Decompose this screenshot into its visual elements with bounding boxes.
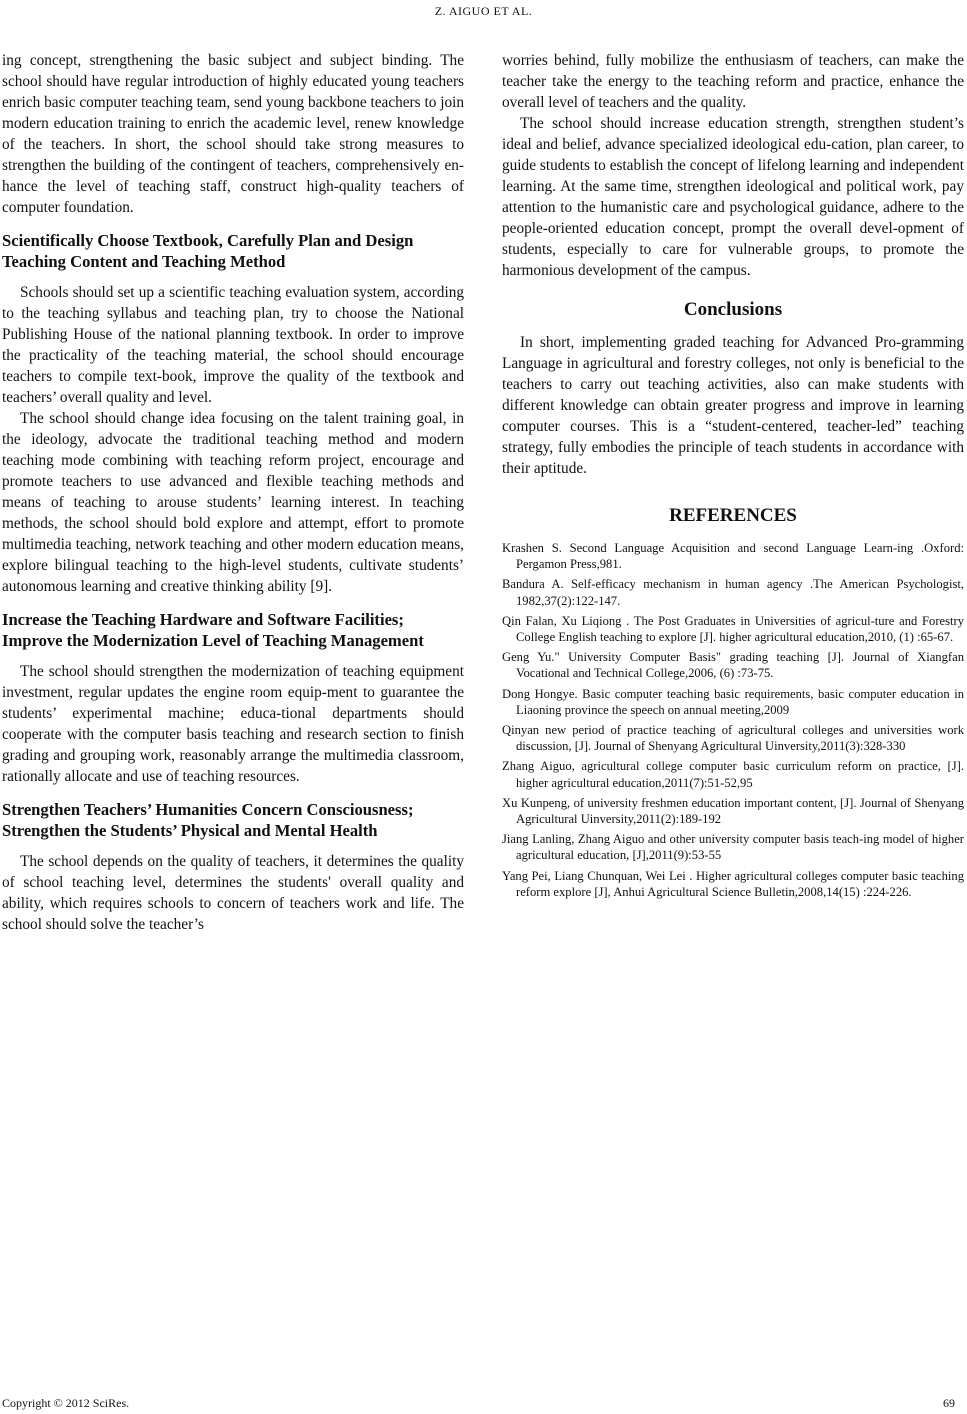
reference-item: Jiang Lanling, Zhang Aiguo and other university computer basis teach-ing model of higher agricultural education, [J],2011(9):53-55: [502, 832, 964, 863]
section-heading: Strengthen Teachers’ Humanities Concern Consciousness; Strengthen the Students’ Physical and Mental Health: [2, 800, 414, 840]
left-column: [2, 50, 464, 935]
reference-item: Dong Hongye. Basic computer teaching basic requirements, basic computer education in Liaoning province the speech on annual meeting,2009: [502, 686, 964, 717]
paragraph: Schools should set up a scientific teaching evaluation system, according to the teaching syllabus and teaching plan, try to choose the National Publishing House of the national planning textbook. In order to improve the practicality of the teaching material, the school should encourage teachers to compile text-book, improve the quality of the textbook and teachers’ overall quality and level.: [2, 284, 464, 406]
paragraph: The school depends on the quality of teachers, it determines the quality of school teaching level, determines the students' overall quality and ability, which requires schools to concern of teachers work and life. The school should solve the teacher’s: [2, 853, 464, 933]
running-header: Z. AIGUO ET AL.: [434, 4, 533, 18]
paragraph: The school should change idea focusing on the talent training goal, in the ideology, advocate the traditional teaching method and modern teaching mode combining with teaching reform project, encourage and promote teachers to use advanced and flexible teaching methods and means of teaching to arouse students’ learning interest. In teaching methods, the school should bold explore and attempt, effort to promote multimedia teaching, network teaching and other modern education means, explore bilingual teaching to the high-level students, cultivate students’ autonomous learning and creative thinking ability [9].: [2, 410, 464, 595]
page-number: 69: [943, 1396, 955, 1410]
conclusions-heading: Conclusions: [683, 299, 783, 320]
paragraph: The school should increase education strength, strengthen student’s ideal and belief, advance specialized ideological edu-cation, plan career, to guide students to establish the concept of lifelong learning and independent learning. At the same time, strengthen ideological and political work, pay attention to the humanistic care and psychological guidance, adhere to the people-oriented education concept, prompt the overall devel-opment of students, especially to care for vulnerable groups, to promote the harmonious development of the campus.: [502, 115, 964, 279]
reference-item: Qin Falan, Xu Liqiong . The Post Graduates in Universities of agricul-ture and Forestry College English teaching to explore [J]. higher agricultural education,2010, (1) :65-67.: [502, 613, 964, 645]
references-list: [502, 540, 964, 900]
section-heading: Scientifically Choose Textbook, Carefully Plan and Design Teaching Content and Teaching Method: [2, 231, 414, 271]
copyright-notice: Copyright © 2012 SciRes.: [2, 1396, 130, 1410]
paragraph: ing concept, strengthening the basic subject and subject binding. The school should have regular introduction of highly educated young teachers enrich basic computer teaching team, send young backbone teachers to join modern education training to enrich the academic level, renew knowledge of the teachers. In short, the school should take strong measures to strengthen the building of the contingent of teachers, comprehensively en-hance the level of teaching staff, construct high-quality teachers of computer foundation.: [2, 52, 464, 216]
paragraph: In short, implementing graded teaching for Advanced Pro-gramming Language in agricultural and forestry colleges, not only is beneficial to the teachers to carry out teaching activities, also can make students with different knowledge can obtain greater progress and improve in learning computer courses. This is a “student-centered, teacher-led” teaching strategy, fully embodies the principle of teach students in accordance with their aptitude.: [502, 334, 964, 477]
reference-item: Yang Pei, Liang Chunquan, Wei Lei . Higher agricultural colleges computer basic teaching reform explore [J], Anhui Agricultural Science Bulletin,2008,14(15) :224-226.: [502, 868, 964, 899]
references-heading: REFERENCES: [669, 505, 797, 526]
right-column: [502, 50, 964, 904]
reference-item: Geng Yu." University Computer Basis" grading teaching [J]. Journal of Xiangfan Vocational and Technical College,2006, (6) :73-75.: [502, 650, 964, 681]
paragraph: worries behind, fully mobilize the enthusiasm of teachers, can make the teacher take the energy to the teaching reform and practice, enhance the overall level of teachers and the quality.: [502, 52, 964, 111]
reference-item: Zhang Aiguo, agricultural college computer basic curriculum reform on practice, [J]. higher agricultural education,2011(7):51-52,95: [502, 759, 964, 790]
reference-item: Krashen S. Second Language Acquisition and second Language Learn-ing .Oxford: Pergamon Press,981.: [502, 541, 964, 572]
reference-item: Bandura A. Self-efficacy mechanism in human agency .The American Psychologist, 1982,37(2):122-147.: [502, 577, 964, 608]
paragraph: The school should strengthen the modernization of teaching equipment investment, regular updates the engine room equip-ment to guarantee the students’ experimental machine; educa-tional departments should cooperate with the computer basis teaching and research section to finish grading and grouping work, reasonably arrange the multimedia classroom, rationally allocate and use of teaching resources.: [2, 663, 464, 785]
reference-item: Qinyan new period of practice teaching of agricultural colleges and universities work discussion, [J]. Journal of Shenyang Agricultural Uinversity,2011(3):328-330: [502, 723, 964, 754]
section-heading: Increase the Teaching Hardware and Software Facilities; Improve the Modernization Level of Teaching Management: [2, 610, 424, 650]
reference-item: Xu Kunpeng, of university freshmen education important content, [J]. Journal of Shenyang Agricultural Uinversity,2011(2):189-192: [502, 795, 964, 827]
